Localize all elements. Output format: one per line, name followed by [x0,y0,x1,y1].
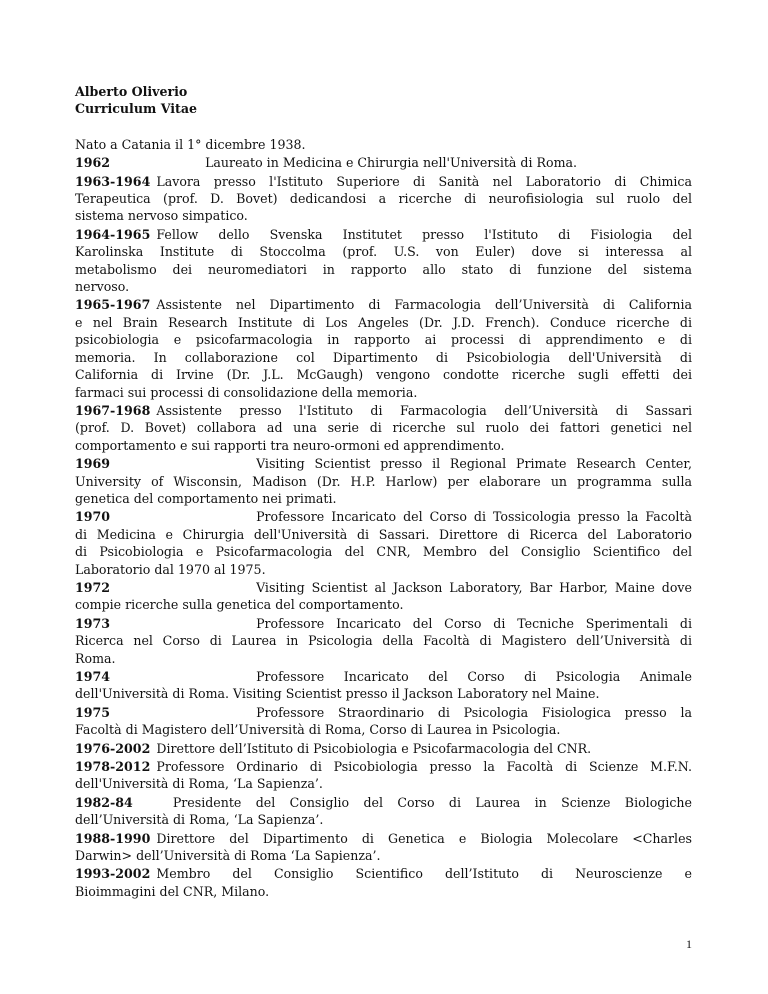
entry-line [75,561,692,578]
entry-line [75,349,692,366]
entry-line [75,154,692,171]
entry-text: di Medicina e Chirurgia dell'Università di Sassari. Direttore di Ricerca del Laboratorio [75,526,692,542]
cv-entry [75,579,692,614]
cv-entry [75,296,692,400]
entry-line [75,173,692,190]
entry-line [75,419,692,436]
entry-line [75,794,692,811]
entry-line [75,847,692,864]
entry-text: Professore Ordinario di Psicobiologia presso la Facoltà di Scienze M.F.N. [156,759,692,775]
entry-text: Darwin> dell’Università di Roma ‘La Sapienza’. [75,848,381,864]
entry-text: psicobiologia e psicofarmacologia in rapporto ai processi di apprendimento e di [75,332,692,348]
entry-text: Professore Straordinario di Psicologia Fisiologica presso la [256,704,692,720]
cv-document [75,83,692,901]
entry-year: 1993-2002 [75,866,151,882]
entry-year: 1982-84 [75,794,133,810]
entry-text: Fellow dello Svenska Institutet presso l'Istituto di Fisiologia del [156,226,692,242]
cv-entry [75,402,692,454]
entry-year: 1962 [75,155,111,171]
entry-text: Bioimmagini del CNR, Milano. [75,883,270,899]
page-number: 1 [686,937,692,951]
entry-text: Direttore dell’Istituto di Psicobiologia e Psicofarmacologia del CNR. [156,740,592,756]
entry-text: e nel Brain Research Institute di Los Angeles (Dr. J.D. French). Conduce ricerche di [75,314,692,330]
cv-entry [75,226,692,296]
entry-text: University of Wisconsin, Madison (Dr. H.P. Harlow) per elaborare un programma sulla [75,473,692,489]
entry-line [75,437,692,454]
entry-text: Membro del Consiglio Scientifico dell’Istituto di Neuroscienze e [156,866,692,882]
entry-text: nervoso. [75,279,130,295]
entry-line [75,740,692,757]
cv-entry [75,794,692,829]
entry-year: 1972 [75,579,111,595]
entry-line [75,331,692,348]
entry-line [75,668,692,685]
entry-year: 1974 [75,669,111,684]
entry-line [75,632,692,649]
cv-entry [75,668,692,703]
entry-text: di Psicobiologia e Psicofarmacologia del CNR, Membro del Consiglio Scientifico del [75,544,692,560]
entry-text: Visiting Scientist presso il Regional Primate Research Center, [256,456,692,472]
entry-text: dell’Università di Roma, ‘La Sapienza’. [75,812,324,828]
entry-text: farmaci sui processi di consolidazione della memoria. [75,384,418,400]
entry-text: Facoltà di Magistero dell’Università di Roma, Corso di Laurea in Psicologia. [75,722,561,738]
entry-line [75,455,692,472]
cv-entry [75,704,692,739]
entry-text: California di Irvine (Dr. J.L. McGaugh) vengono condotte ricerche sugli effetti dei [75,367,692,383]
entry-line [75,384,692,401]
author-name: Alberto Oliverio [75,84,188,99]
entry-line [75,490,692,507]
entry-text: (prof. D. Bovet) collabora ad una serie di ricerche sul ruolo dei fattori genetici nel [75,420,692,436]
entry-text: Ricerca nel Corso di Laurea in Psicologia della Facoltà di Magistero dell’Università di [75,633,692,649]
entry-text: genetica del comportamento nei primati. [75,490,337,506]
entry-line [75,685,692,702]
spacer [75,118,692,136]
entry-line [75,775,692,792]
entry-year: 1967-1968 [75,402,151,418]
entry-text: sistema nervoso simpatico. [75,208,248,224]
entry-line [75,278,692,295]
cv-entry [75,455,692,507]
entry-text: Terapeutica (prof. D. Bovet) dedicandosi a ricerche di neurofisiologia sul ruolo del [75,191,692,207]
entry-line [75,508,692,525]
entry-line [75,526,692,543]
entry-line [75,314,692,331]
entry-text: metabolismo dei neuromediatori in rapporto allo stato di funzione del sistema [75,261,692,277]
entry-text: Karolinska Institute di Stoccolma (prof. U.S. von Euler) dove si interessa al [75,244,692,260]
entry-line [75,207,692,224]
entry-text: Roma. [75,650,116,666]
entry-line [75,261,692,278]
birth-line: Nato a Catania il 1° dicembre 1938. [75,136,306,152]
entry-line [75,758,692,775]
entry-line [75,226,692,243]
entry-text: Visiting Scientist al Jackson Laboratory, Bar Harbor, Maine dove [256,579,692,595]
entry-text: Professore Incaricato del Corso di Psicologia Animale [256,669,692,684]
entry-text: Presidente del Consiglio del Corso di Laurea in Scienze Biologiche [172,794,692,810]
entry-text: Professore Incaricato del Corso di Tossicologia presso la Facoltà [256,509,692,525]
cv-entry [75,758,692,793]
entry-text: comportamento e sui rapporti tra neuro-ormoni ed apprendimento. [75,437,505,453]
entry-text: Professore Incaricato del Corso di Tecniche Sperimentali di [256,615,692,631]
entry-line [75,830,692,847]
entry-line [75,543,692,560]
entry-line [75,190,692,207]
entry-line [75,883,692,900]
cv-entry [75,830,692,865]
entry-year: 1976-2002 [75,740,151,756]
entry-line [75,811,692,828]
entry-line [75,650,692,667]
entry-year: 1978-2012 [75,759,151,775]
cv-entry [75,615,692,667]
cv-entries [75,154,692,900]
entry-line [75,243,692,260]
entry-text: dell'Università di Roma. Visiting Scientist presso il Jackson Laboratory nel Maine. [75,686,600,702]
cv-entry [75,173,692,225]
entry-text: Laureato in Medicina e Chirurgia nell'Università di Roma. [205,155,578,171]
document-title: Curriculum Vitae [75,101,198,117]
cv-entry [75,740,692,757]
entry-year: 1970 [75,509,111,525]
entry-year: 1975 [75,704,111,720]
entry-year: 1988-1990 [75,830,151,846]
entry-text: compie ricerche sulla genetica del comportamento. [75,597,404,613]
entry-line [75,865,692,882]
entry-year: 1969 [75,456,111,472]
cv-entry [75,508,692,578]
entry-year: 1973 [75,615,111,631]
entry-line [75,704,692,721]
entry-text: Assistente nel Dipartimento di Farmacologia dell’Università di California [156,297,692,313]
cv-entry [75,865,692,900]
entry-line [75,596,692,613]
entry-year: 1964-1965 [75,226,151,242]
entry-line [75,402,692,419]
cv-entry [75,154,692,171]
entry-text: Direttore del Dipartimento di Genetica e Biologia Molecolare <Charles [156,830,692,846]
entry-line [75,366,692,383]
entry-line [75,615,692,632]
entry-line [75,296,692,313]
entry-year: 1965-1967 [75,297,151,313]
entry-line [75,721,692,738]
entry-line [75,473,692,490]
entry-year: 1963-1964 [75,173,151,189]
entry-line [75,579,692,596]
entry-text: Assistente presso l'Istituto di Farmacologia dell’Università di Sassari [156,402,692,418]
entry-text: dell'Università di Roma, ‘La Sapienza’. [75,776,323,792]
entry-text: memoria. In collaborazione col Dipartimento di Psicobiologia dell'Università di [75,349,692,365]
entry-text: Laboratorio dal 1970 al 1975. [75,561,266,577]
entry-text: Lavora presso l'Istituto Superiore di Sanità nel Laboratorio di Chimica [156,173,692,189]
